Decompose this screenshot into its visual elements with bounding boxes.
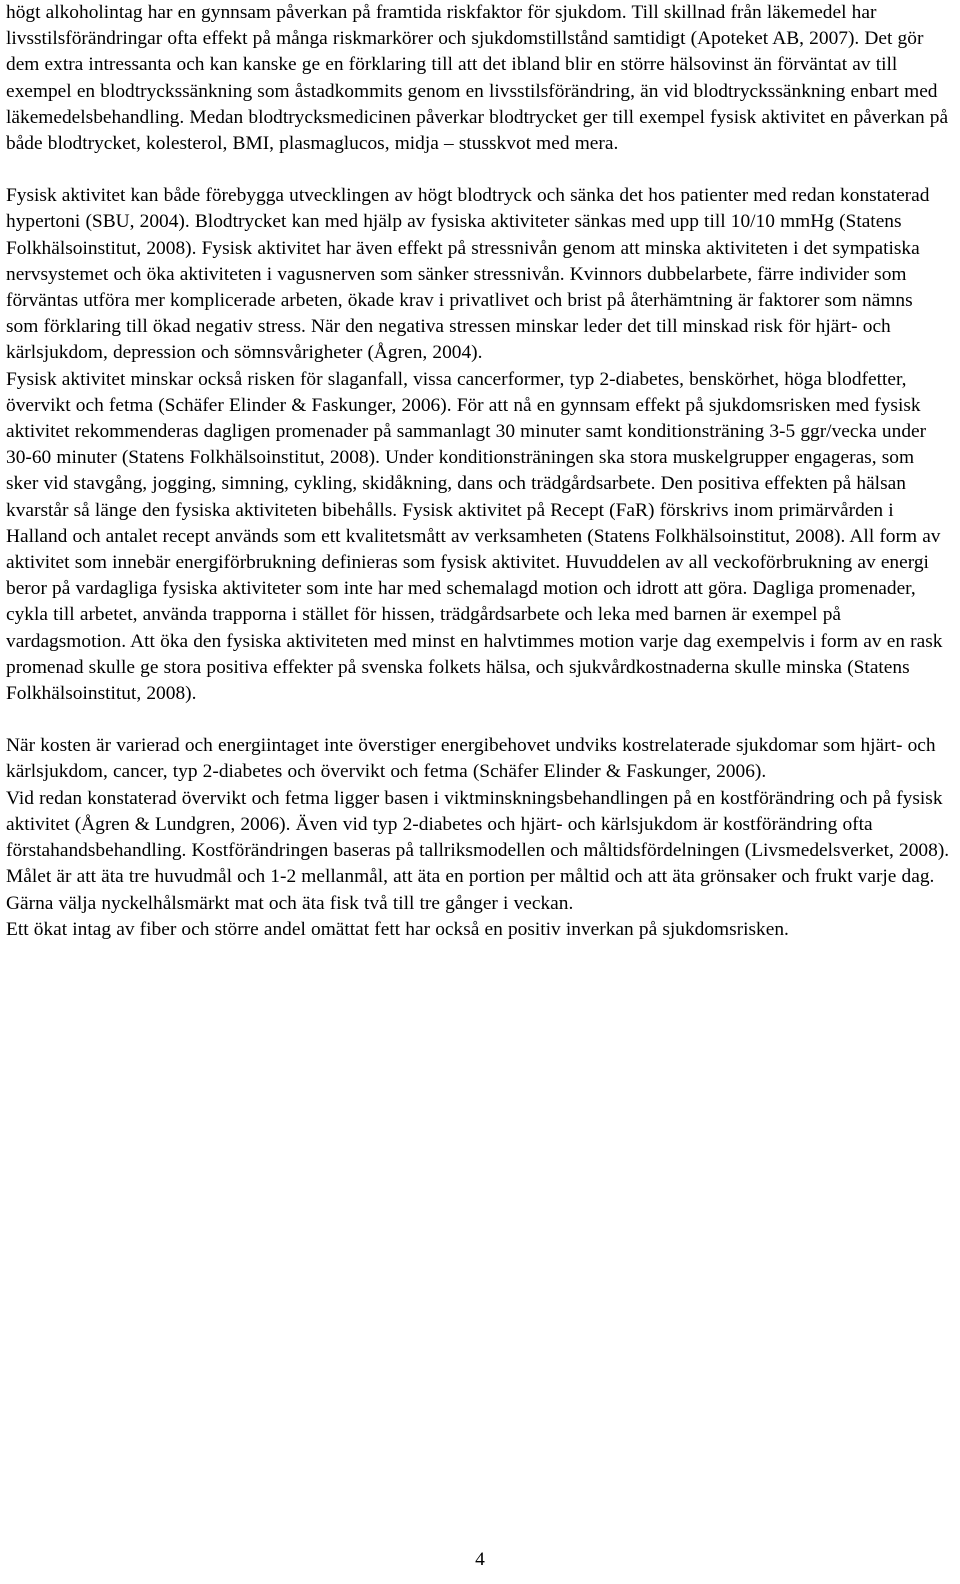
paragraph-diet-energy: När kosten är varierad och energiintaget inte överstiger energibehovet undviks kostrelaterade sjukdomar som hjärt- och kärlsjukdom, cancer, typ 2-diabetes och övervikt och fetma (Schäfer Elinder & Faskunger, 2006). (6, 735, 936, 783)
paragraph-physical-activity-recommendations: Fysisk aktivitet minskar också risken för slaganfall, vissa cancerformer, typ 2-diabetes, benskörhet, höga blodfetter, övervikt och fetma (Schäfer Elinder & Faskunger, 2006). För att nå en gynnsam effekt på sjukdomsrisken med fysisk aktivitet rekommenderas dagligen promenader på sammanlagt 30 minuter samt konditionsträning 3-5 ggr/vecka under 30-60 minuter (Statens Folkhälsoinstitut, 2008). Under konditionsträningen ska stora muskelgrupper engageras, som sker vid stavgång, jogging, simning, cykling, skidåkning, dans och trädgårdsarbete. Den positiva effekten på hälsan kvarstår så länge den fysiska aktiviteten bibehålls. Fysisk aktivitet på Recept (FaR) förskrivs inom primärvården i Halland och antalet recept används som ett kvalitetsmått av verksamheten (Statens Folkhälsoinstitut, 2008). All form av aktivitet som innebär energiförbrukning definieras som fysisk aktivitet. Huvuddelen av all veckoförbrukning av energi beror på vardagliga fysiska aktiviteter som inte har med schemalagd motion och idrott att göra. Dagliga promenader, cykla till arbetet, använda trapporna i stället för hissen, trädgårdsarbete och leka med barnen är exempel på vardagsmotion. Att öka den fysiska aktiviteten med minst en halvtimmes motion varje dag exempelvis i form av en rask promenad skulle ge stora positiva effekter på svenska folkets hälsa, och sjukvårdkostnaderna skulle minska (Statens Folkhälsoinstitut, 2008). (6, 368, 943, 705)
paragraph-physical-activity-blood-pressure: Fysisk aktivitet kan både förebygga utvecklingen av högt blodtryck och sänka det hos patienter med redan konstaterad hypertoni (SBU, 2004). Blodtrycket kan med hjälp av fysiska aktiviteter sänkas med upp till 10/10 mmHg (Statens Folkhälsoinstitut, 2008). Fysisk aktivitet har även effekt på stressnivån genom att minska aktiviteten i det sympatiska nervsystemet och öka aktiviteten i vagusnerven som sänker stressnivån. Kvinnors dubbelarbete, färre individer som förväntas utföra mer komplicerade arbeten, ökade krav i privatlivet och brist på återhämtning är faktorer som nämns som förklaring till ökad negativ stress. När den negativa stressen minskar leder det till minskad risk för hjärt- och kärlsjukdom, depression och sömnsvårigheter (Ågren, 2004). (6, 185, 930, 364)
paragraph-fiber-fat: Ett ökat intag av fiber och större andel omättat fett har också en positiv inverkan på sjukdomsrisken. (6, 918, 789, 940)
body-text (6, 0, 950, 943)
paragraph-weight-loss-treatment: Vid redan konstaterad övervikt och fetma ligger basen i viktminskningsbehandlingen på en kostförändring och på fysisk aktivitet (Ågren & Lundgren, 2006). Även vid typ 2-diabetes och hjärt- och kärlsjukdom är kostförändring ofta förstahandsbehandling. Kostförändringen baseras på tallriksmodellen och måltidsfördelningen (Livsmedelsverket, 2008). Målet är att äta tre huvudmål och 1-2 mellanmål, att äta en portion per måltid och att äta grönsaker och frukt varje dag. Gärna välja nyckelhålsmärkt mat och äta fisk två till tre gånger i veckan. (6, 787, 950, 914)
page-number: 4 (475, 1549, 485, 1570)
paragraph-lifestyle-effects: högt alkoholintag har en gynnsam påverkan på framtida riskfaktor för sjukdom. Till skillnad från läkemedel har livsstilsförändringar ofta effekt på många riskmarkörer och sjukdomstillstånd samtidigt (Apoteket AB, 2007). Det gör dem extra intressanta och kan kanske ge en förklaring till att det ibland blir en större hälsovinst än förväntat av till exempel en blodtryckssänkning som åstadkommits genom en livsstilsförändring, än vid blodtryckssänkning enbart med läkemedelsbehandling. Medan blodtrycksmedicinen påverkar blodtrycket ger till exempel fysisk aktivitet en påverkan på både blodtrycket, kolesterol, BMI, plasmaglucos, midja – stusskvot med mera. (6, 2, 949, 155)
